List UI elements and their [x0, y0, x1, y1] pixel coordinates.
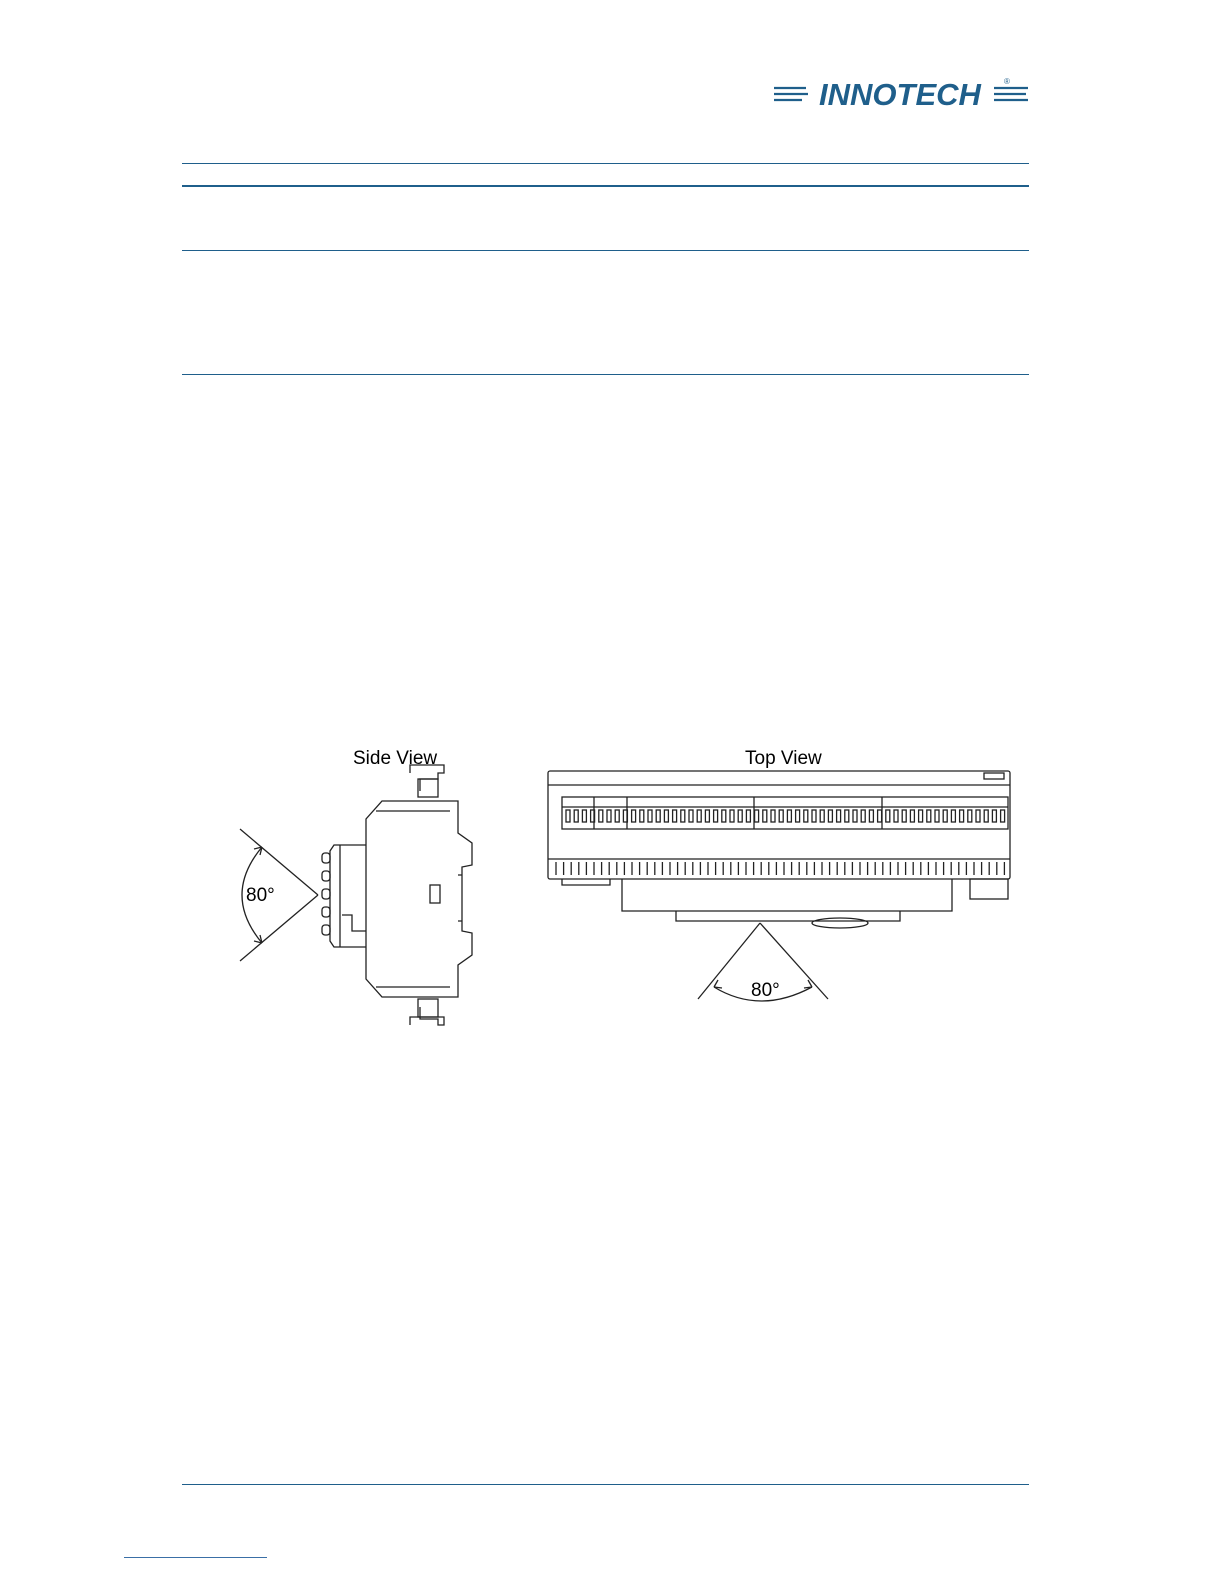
- terminal-screw: [755, 810, 759, 822]
- terminal-screw: [845, 810, 849, 822]
- terminal-screw: [787, 810, 791, 822]
- terminal-screw: [689, 810, 693, 822]
- terminal-screw: [919, 810, 923, 822]
- vent-slots: [556, 862, 1004, 875]
- top-view-device: [548, 771, 1010, 928]
- terminal-screw: [697, 810, 701, 822]
- terminal-screw: [796, 810, 800, 822]
- terminal-screw: [886, 810, 890, 822]
- terminal-screw: [779, 810, 783, 822]
- terminal-screw: [820, 810, 824, 822]
- terminal-screw: [943, 810, 947, 822]
- terminal-screw: [992, 810, 996, 822]
- terminal-screw: [714, 810, 718, 822]
- header-rule-thin: [182, 163, 1029, 164]
- terminal-screw: [804, 810, 808, 822]
- terminal-screw: [656, 810, 660, 822]
- terminal-screw: [632, 810, 636, 822]
- terminal-screw: [828, 810, 832, 822]
- terminal-screw: [960, 810, 964, 822]
- terminal-screw: [910, 810, 914, 822]
- section-rule-1: [182, 250, 1029, 251]
- terminal-screw: [878, 810, 882, 822]
- terminal-screw: [771, 810, 775, 822]
- terminal-screw: [1001, 810, 1005, 822]
- terminal-screw: [705, 810, 709, 822]
- terminal-screw: [730, 810, 734, 822]
- terminal-screw: [681, 810, 685, 822]
- terminal-screw: [623, 810, 627, 822]
- section-rule-2: [182, 374, 1029, 375]
- header-rule-thick: [182, 185, 1029, 187]
- logo-registered-mark: ®: [1004, 77, 1010, 86]
- logo-text: INNOTECH: [819, 77, 981, 110]
- terminal-screw: [861, 810, 865, 822]
- terminal-screw: [722, 810, 726, 822]
- terminal-screw: [640, 810, 644, 822]
- terminal-screw: [976, 810, 980, 822]
- terminal-screw: [566, 810, 570, 822]
- terminal-screw: [738, 810, 742, 822]
- terminal-screw: [869, 810, 873, 822]
- terminal-screw: [599, 810, 603, 822]
- terminal-screw: [591, 810, 595, 822]
- innotech-logo: [772, 76, 1030, 110]
- terminal-screw: [615, 810, 619, 822]
- device-drawing: [200, 735, 1060, 1035]
- terminal-screw: [664, 810, 668, 822]
- terminal-screw: [673, 810, 677, 822]
- terminal-screw: [968, 810, 972, 822]
- footnote-rule: [124, 1557, 267, 1558]
- viewing-angle-figure: [200, 735, 1060, 1035]
- terminal-screw: [894, 810, 898, 822]
- terminal-screw: [812, 810, 816, 822]
- terminal-screw: [648, 810, 652, 822]
- terminal-screw: [607, 810, 611, 822]
- terminal-screw: [763, 810, 767, 822]
- terminal-screw: [574, 810, 578, 822]
- logo-mark: [772, 76, 1030, 110]
- footer-rule: [182, 1484, 1029, 1485]
- terminal-screw: [837, 810, 841, 822]
- terminal-screw: [853, 810, 857, 822]
- terminal-screw: [984, 810, 988, 822]
- terminal-screw: [582, 810, 586, 822]
- terminal-screw: [902, 810, 906, 822]
- terminal-screw: [927, 810, 931, 822]
- top-view-angle-label: 80°: [751, 980, 780, 1001]
- side-view-angle-label: 80°: [246, 885, 275, 906]
- top-view-caption: Top View: [745, 748, 822, 769]
- terminal-screw: [935, 810, 939, 822]
- side-view-caption: Side View: [353, 748, 438, 769]
- terminal-screw: [951, 810, 955, 822]
- side-view-device: [322, 765, 472, 1025]
- terminal-terminals: [566, 810, 1005, 822]
- terminal-screw: [746, 810, 750, 822]
